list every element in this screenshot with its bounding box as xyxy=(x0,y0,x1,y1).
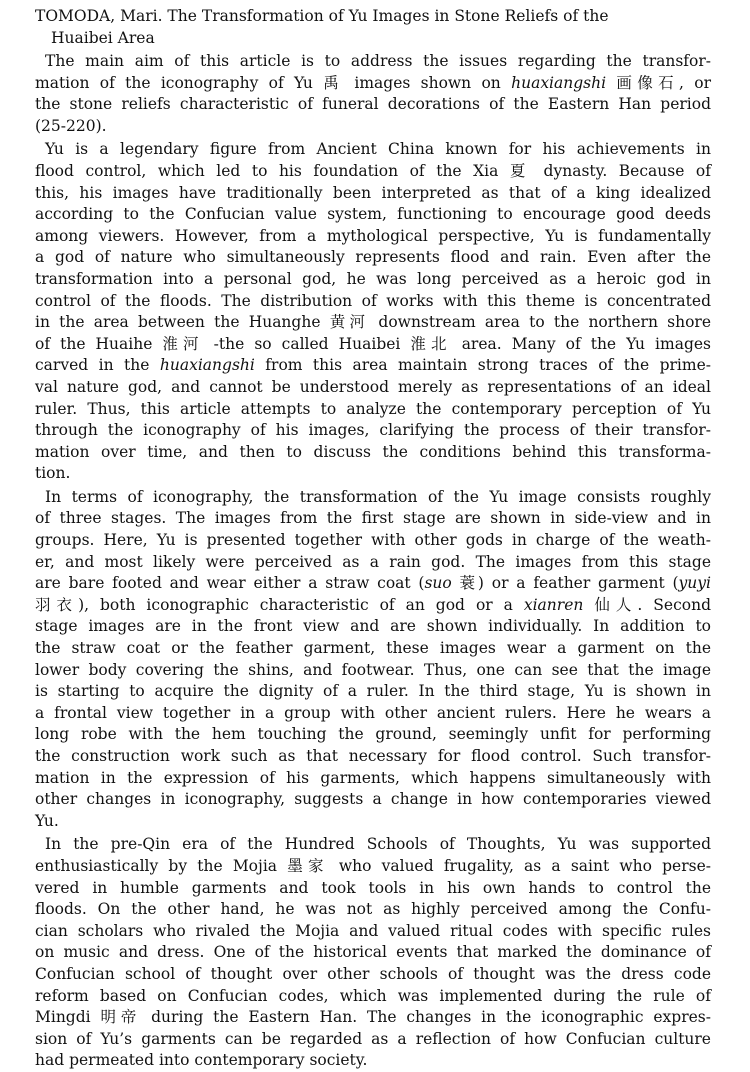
text-line: groups. Here, Yu is presented together with other gods in charge of the weath- xyxy=(35,531,711,550)
text-line: long robe with the hem touching the ground, seemingly unfit for performing xyxy=(35,725,711,744)
text-line: In terms of iconography, the transformation of the Yu image consists roughly xyxy=(45,487,711,506)
article-heading xyxy=(35,6,711,49)
text-line: mation of the iconography of Yu 禹 images shown on huaxiangshi 画像石, or xyxy=(35,73,711,92)
text-line: control of the floods. The distribution of works with this theme is concentrated xyxy=(35,291,711,310)
article-heading-line-2: Huaibei Area xyxy=(51,28,155,47)
article-heading-line-1: TOMODA, Mari. The Transformation of Yu Images in Stone Reliefs of the xyxy=(35,7,609,25)
text-line: is starting to acquire the dignity of a ruler. In the third stage, Yu is shown in xyxy=(35,682,711,701)
document-page xyxy=(35,6,711,1072)
text-line: enthusiastically by the Mojia 墨家 who valued frugality, as a saint who perse- xyxy=(35,856,711,875)
text-line: the straw coat or the feather garment, these images wear a garment on the xyxy=(35,639,711,658)
text-line: Yu is a legendary figure from Ancient China known for his achievements in xyxy=(45,140,711,159)
text-line: of three stages. The images from the first stage are shown in side-view and in xyxy=(35,509,711,528)
text-line: of the Huaihe 淮河 -the so called Huaibei 淮北 area. Many of the Yu images xyxy=(35,334,711,353)
text-line: In the pre-Qin era of the Hundred Schools of Thoughts, Yu was supported xyxy=(45,835,711,854)
text-line: transformation into a personal god, he was long perceived as a heroic god in xyxy=(35,269,711,288)
text-line: val nature god, and cannot be understood merely as representations of an ideal xyxy=(35,377,711,396)
text-line: cian scholars who rivaled the Mojia and valued ritual codes with specific rules xyxy=(35,921,711,940)
text-line: lower body covering the shins, and footwear. Thus, one can see that the image xyxy=(35,660,711,679)
text-line: Yu. xyxy=(35,811,59,830)
abstract-paragraph-2 xyxy=(35,139,711,485)
text-line: The main aim of this article is to address the issues regarding the transfor- xyxy=(45,52,711,70)
text-line: Confucian school of thought over other schools of thought was the dress code xyxy=(35,964,711,983)
text-line: tion. xyxy=(35,464,71,483)
text-line: this, his images have traditionally been interpreted as that of a king idealized xyxy=(35,183,711,202)
text-line: the construction work such as that necessary for flood control. Such transfor- xyxy=(35,747,711,765)
text-line: stage images are in the front view and are shown individually. In addition to xyxy=(35,617,711,636)
text-line: mation in the expression of his garments, which happens simultaneously with xyxy=(35,768,711,787)
text-line: are bare footed and wear either a straw coat (suo 蓑) or a feather garment (yuyi xyxy=(35,574,711,593)
text-line: through the iconography of his images, clarifying the process of their transfor- xyxy=(35,421,711,440)
text-line: ruler. Thus, this article attempts to analyze the contemporary perception of Yu xyxy=(35,399,711,418)
text-line: mation over time, and then to discuss the conditions behind this transforma- xyxy=(35,442,711,461)
text-line: floods. On the other hand, he was not as highly perceived among the Confu- xyxy=(35,900,711,919)
text-line: the stone reliefs characteristic of funeral decorations of the Eastern Han period xyxy=(35,95,711,114)
text-line: in the area between the Huanghe 黄河 downstream area to the northern shore xyxy=(35,313,711,332)
text-line: sion of Yu’s garments can be regarded as a reflection of how Confucian culture xyxy=(35,1029,711,1048)
text-line: reform based on Confucian codes, which was implemented during the rule of xyxy=(35,986,711,1005)
text-line: carved in the huaxiangshi from this area maintain strong traces of the prime- xyxy=(35,356,711,375)
abstract-paragraph-3 xyxy=(35,487,711,833)
text-line: flood control, which led to his foundation of the Xia 夏 dynasty. Because of xyxy=(35,161,711,180)
abstract-paragraph-1 xyxy=(35,51,711,137)
text-line: on music and dress. One of the historical events that marked the dominance of xyxy=(35,943,711,962)
text-line: (25-220). xyxy=(35,116,107,135)
abstract-paragraph-4 xyxy=(35,834,711,1072)
text-line: a frontal view together in a group with other ancient rulers. Here he wears a xyxy=(35,703,711,722)
text-line: according to the Confucian value system, functioning to encourage good deeds xyxy=(35,205,711,224)
text-line: Mingdi 明帝 during the Eastern Han. The changes in the iconographic expres- xyxy=(35,1008,711,1027)
text-line: other changes in iconography, suggests a change in how contemporaries viewed xyxy=(35,790,711,809)
text-line: among viewers. However, from a mythological perspective, Yu is fundamentally xyxy=(35,226,711,245)
text-line: a god of nature who simultaneously represents flood and rain. Even after the xyxy=(35,248,711,267)
text-line: vered in humble garments and took tools in his own hands to control the xyxy=(35,878,711,897)
text-line: had permeated into contemporary society. xyxy=(35,1051,368,1070)
text-line: 羽衣), both iconographic characteristic of an god or a xianren 仙人. Second xyxy=(35,595,711,614)
text-line: er, and most likely were perceived as a rain god. The images from this stage xyxy=(35,552,711,571)
